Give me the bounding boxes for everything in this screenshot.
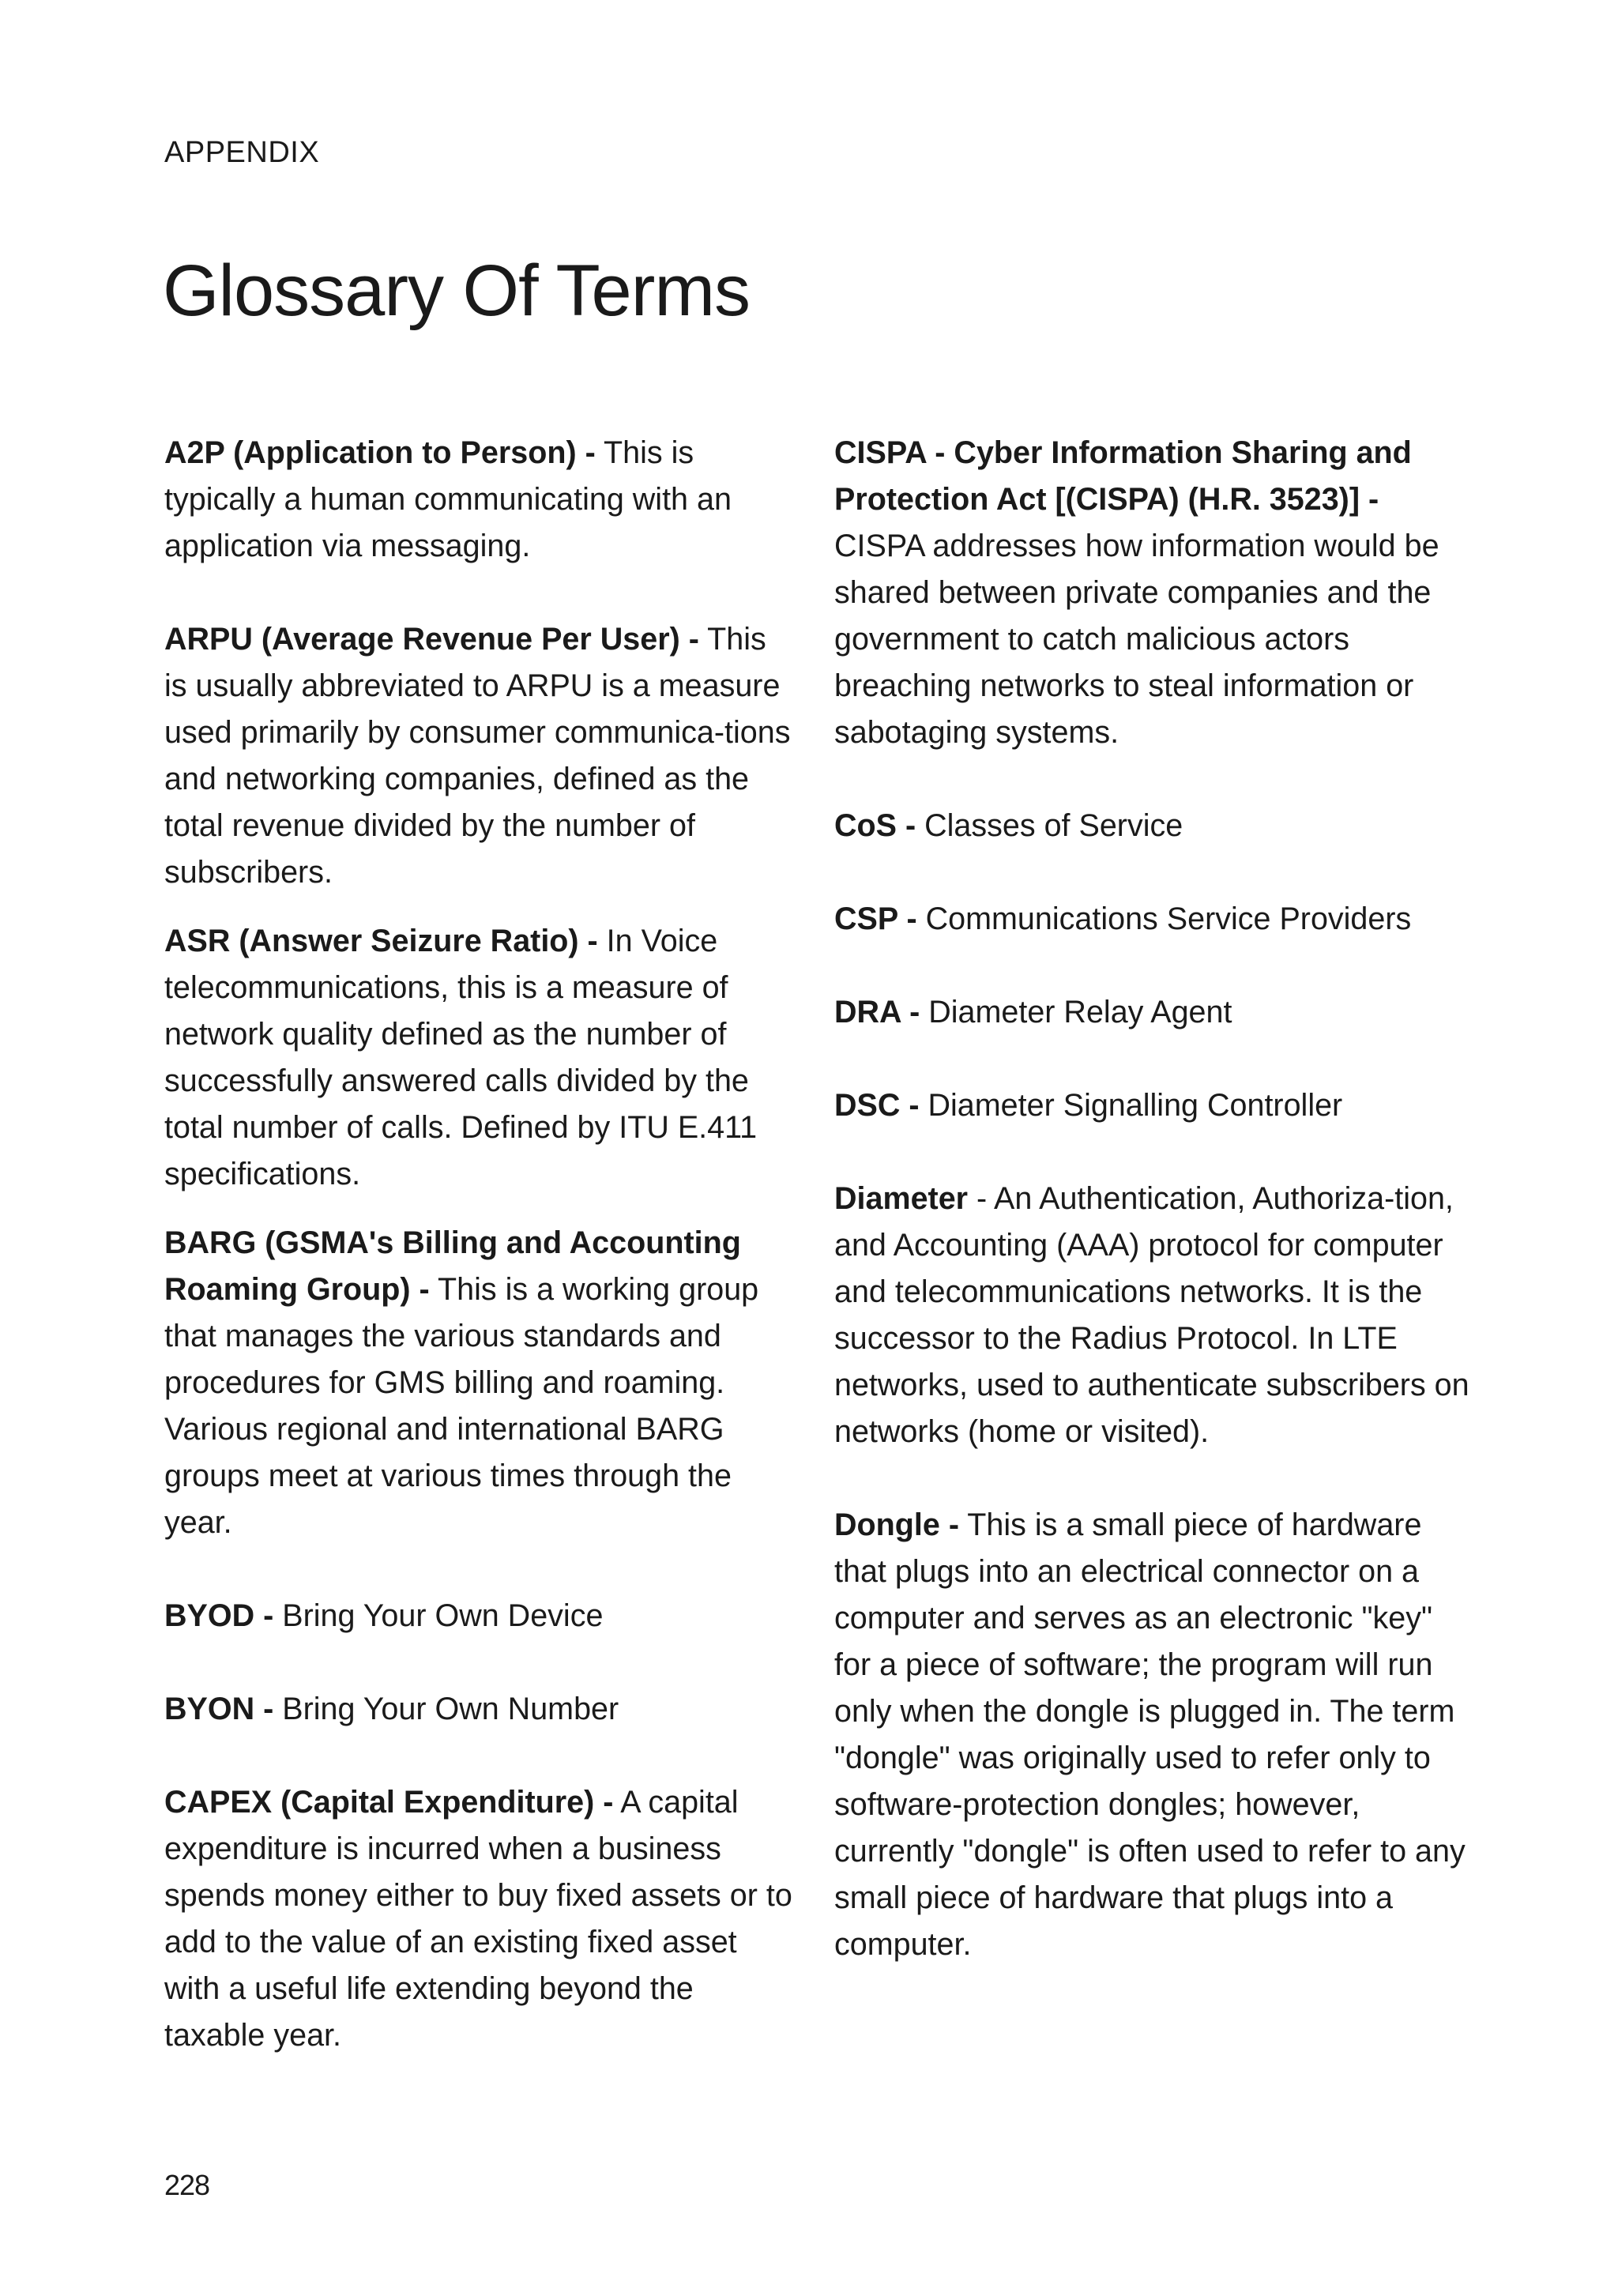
glossary-entry-dra xyxy=(834,989,1474,1036)
glossary-definition: Bring Your Own Device xyxy=(273,1598,604,1633)
glossary-definition: This is a small piece of hardware that plugs into an electrical connector on a computer and serves as an electronic "key" for a piece of software; the program will run only when the dongle is plugged in. The term "dongle" was originally used to refer only to software-protection dongles; however, currently "dongle" is often used to refer to any small piece of hardware that plugs into a computer. xyxy=(834,1507,1466,1962)
glossary-left-column xyxy=(164,430,796,2059)
glossary-term: ASR (Answer Seizure Ratio) - xyxy=(164,924,598,958)
page-title: Glossary Of Terms xyxy=(163,250,750,331)
glossary-term: CAPEX (Capital Expenditure) - xyxy=(164,1785,614,1820)
glossary-entry-csp xyxy=(834,896,1474,943)
glossary-term: CSP - xyxy=(834,901,917,936)
glossary-term: A2P (Application to Person) - xyxy=(164,435,596,470)
glossary-term: ARPU (Average Revenue Per User) - xyxy=(164,622,699,657)
section-label: APPENDIX xyxy=(164,136,320,169)
glossary-right-column xyxy=(834,430,1474,1968)
glossary-term: CoS - xyxy=(834,808,916,843)
glossary-entry-cispa xyxy=(834,430,1474,756)
glossary-definition: Bring Your Own Number xyxy=(273,1692,619,1726)
glossary-entry-asr xyxy=(164,918,796,1198)
glossary-term: BYOD - xyxy=(164,1598,274,1633)
glossary-entry-diameter xyxy=(834,1176,1474,1455)
glossary-entry-byod xyxy=(164,1593,796,1639)
glossary-entry-arpu xyxy=(164,616,796,896)
glossary-term: BYON - xyxy=(164,1692,274,1726)
glossary-definition: Communications Service Providers xyxy=(916,901,1412,936)
glossary-definition: A capital expenditure is incurred when a business spends money either to buy fixed assets or to add to the value of an existing fixed asset with a useful life extending beyond the taxable year. xyxy=(164,1785,792,2053)
glossary-definition: CISPA addresses how information would be shared between private companies and the government to catch malicious actors breaching networks to steal information or sabotaging systems. xyxy=(834,529,1439,750)
glossary-definition: This is typically a human communicating with an application via messaging. xyxy=(164,435,732,563)
glossary-term: BARG (GSMA's Billing and Accounting Roaming Group) - xyxy=(164,1225,741,1307)
glossary-definition: Diameter Relay Agent xyxy=(920,995,1232,1029)
glossary-entry-cos xyxy=(834,803,1474,849)
glossary-entry-capex xyxy=(164,1779,796,2059)
glossary-definition: Diameter Signalling Controller xyxy=(919,1088,1343,1123)
glossary-entry-a2p xyxy=(164,430,796,570)
glossary-definition: In Voice telecommunications, this is a measure of network quality defined as the number of successfully answered calls divided by the total number of calls. Defined by ITU E.411 specifications. xyxy=(164,924,758,1191)
glossary-entry-barg xyxy=(164,1220,796,1546)
glossary-definition: Classes of Service xyxy=(916,808,1183,843)
glossary-term: Dongle - xyxy=(834,1507,959,1542)
page-number: 228 xyxy=(164,2169,210,2201)
glossary-definition: - An Authentication, Authoriza-tion, and Accounting (AAA) protocol for computer and telecommunications networks. It is the successor to the Radius Protocol. In LTE networks, used to authenticate subscribers on networks (home or visited). xyxy=(834,1181,1469,1449)
glossary-entry-dsc xyxy=(834,1082,1474,1129)
glossary-entry-byon xyxy=(164,1686,796,1733)
glossary-term: DRA - xyxy=(834,995,920,1029)
glossary-definition: This is a working group that manages the various standards and procedures for GMS billing and roaming. Various regional and international BARG groups meet at various times through the year. xyxy=(164,1272,759,1540)
glossary-term: DSC - xyxy=(834,1088,920,1123)
glossary-term: CISPA - Cyber Information Sharing and Protection Act [(CISPA) (H.R. 3523)] - xyxy=(834,435,1412,517)
glossary-entry-dongle xyxy=(834,1502,1474,1968)
glossary-term: Diameter xyxy=(834,1181,969,1216)
glossary-definition: This is usually abbreviated to ARPU is a measure used primarily by consumer communica-tions and networking companies, defined as the total revenue divided by the number of subscribers. xyxy=(164,622,791,890)
